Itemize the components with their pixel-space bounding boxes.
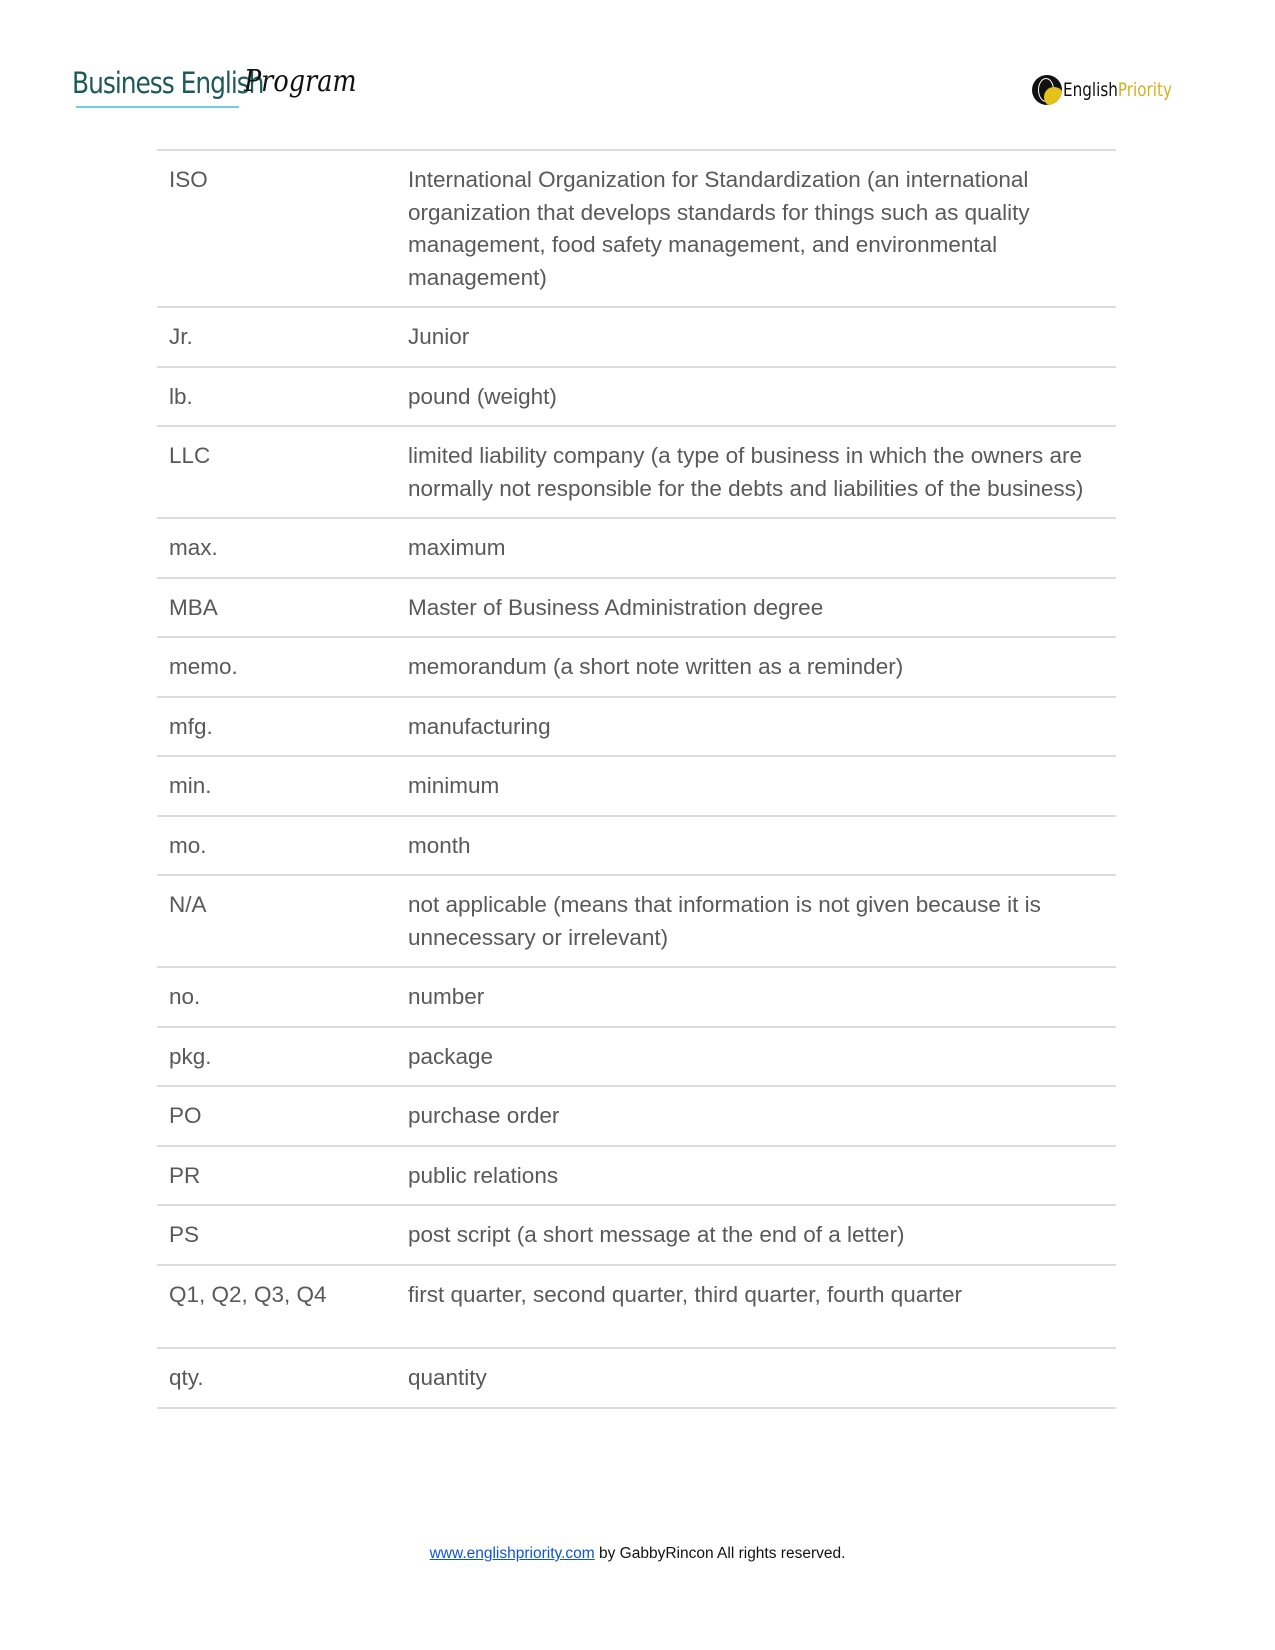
abbreviation-cell: lb. [157,367,408,427]
business-english-program-logo [72,64,357,116]
logo-underline [76,106,239,108]
abbreviation-cell: memo. [157,637,408,697]
table-row [157,816,1116,876]
footer [0,1545,1275,1563]
definition-cell: post script (a short message at the end of a letter) [408,1205,1116,1265]
abbreviation-cell: no. [157,967,408,1027]
abbreviation-cell: Jr. [157,307,408,367]
definition-cell: number [408,967,1116,1027]
abbreviation-cell: LLC [157,426,408,518]
abbreviation-cell: min. [157,756,408,816]
definition-cell: public relations [408,1146,1116,1206]
table-row [157,1086,1116,1146]
abbreviation-cell: Q1, Q2, Q3, Q4 [157,1265,408,1349]
abbreviation-cell: ISO [157,150,408,307]
footer-copyright: by GabbyRincon All rights reserved. [594,1545,846,1562]
abbreviation-cell: mfg. [157,697,408,757]
definition-cell: first quarter, second quarter, third quarter, fourth quarter [408,1265,1116,1349]
abbreviation-cell: qty. [157,1348,408,1408]
logo-script-text: Program [244,64,357,99]
abbreviation-cell: N/A [157,875,408,967]
definition-cell: minimum [408,756,1116,816]
definition-cell: quantity [408,1348,1116,1408]
definition-cell: pound (weight) [408,367,1116,427]
table-row [157,1027,1116,1087]
abbreviation-cell: PO [157,1086,408,1146]
abbreviation-cell: PR [157,1146,408,1206]
abbreviation-cell: MBA [157,578,408,638]
english-priority-logo [1032,75,1199,105]
logo-priority-text: Priority [1117,79,1172,101]
table-row [157,426,1116,518]
logo-english-text: English [1063,79,1118,101]
table-row [157,367,1116,427]
abbreviation-cell: pkg. [157,1027,408,1087]
footer-website-link[interactable]: www.englishpriority.com [429,1545,595,1562]
table-row [157,697,1116,757]
definition-cell: maximum [408,518,1116,578]
table-row [157,967,1116,1027]
table-row [157,307,1116,367]
table-row [157,1348,1116,1408]
abbreviation-cell: PS [157,1205,408,1265]
table-row [157,1146,1116,1206]
definition-cell: manufacturing [408,697,1116,757]
table-row [157,1205,1116,1265]
definition-cell: month [408,816,1116,876]
logo-main-text: Business English [72,66,264,100]
table-row [157,150,1116,307]
definition-cell: limited liability company (a type of business in which the owners are normally not responsible for the debts and liabilities of the business) [408,426,1116,518]
abbreviation-cell: max. [157,518,408,578]
table-row [157,1265,1116,1349]
table-row [157,578,1116,638]
definition-cell: Junior [408,307,1116,367]
definition-cell: not applicable (means that information is not given because it is unnecessary or irrelevant) [408,875,1116,967]
abbreviations-table [157,149,1116,1409]
definition-cell: Master of Business Administration degree [408,578,1116,638]
table-row [157,875,1116,967]
table-row [157,518,1116,578]
definition-cell: International Organization for Standardization (an international organization that develops standards for things such as quality management, food safety management, and environmental management) [408,150,1116,307]
definition-cell: package [408,1027,1116,1087]
globe-clock-icon [1032,75,1062,105]
definition-cell: memorandum (a short note written as a reminder) [408,637,1116,697]
table-row [157,637,1116,697]
abbreviation-cell: mo. [157,816,408,876]
definition-cell: purchase order [408,1086,1116,1146]
table-row [157,756,1116,816]
